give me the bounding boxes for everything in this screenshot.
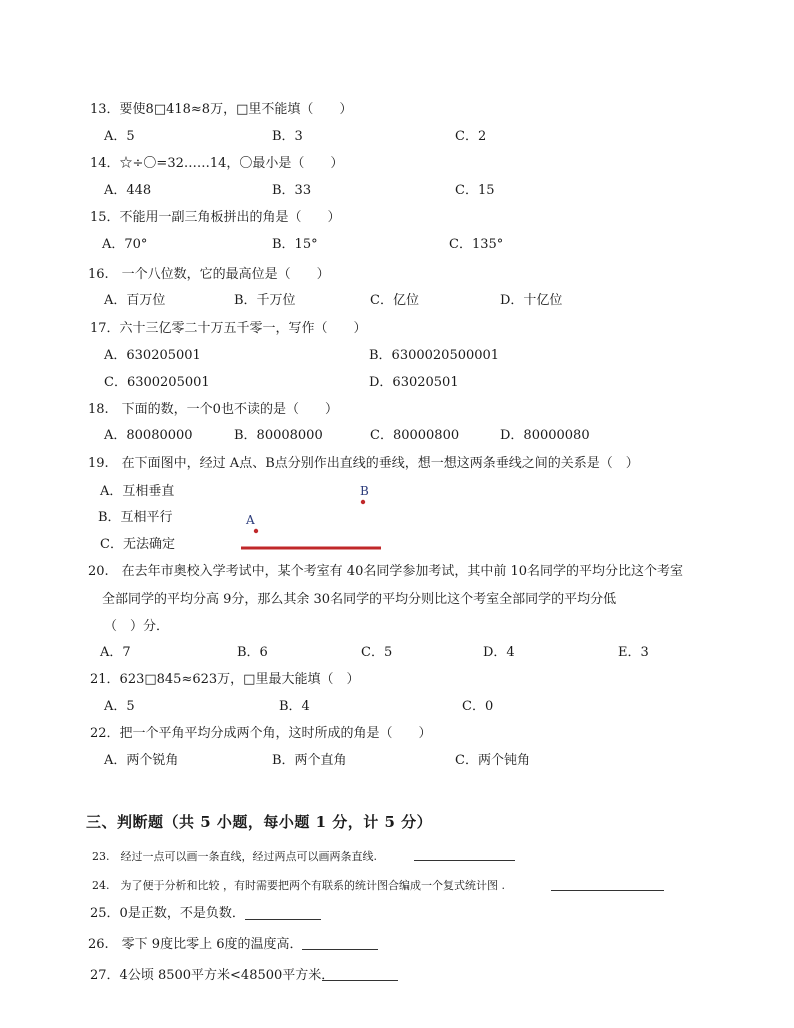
q17-option-d: D．63020501 bbox=[369, 375, 459, 390]
q23-answer-blank bbox=[414, 860, 515, 861]
q16-option-a: A．百万位 bbox=[104, 293, 166, 308]
q13-option-b: B．3 bbox=[272, 129, 303, 144]
q15-option-b: B．15° bbox=[272, 237, 318, 252]
section-3-heading: 三、判断题（共 5 小题，每小题 1 分，计 5 分） bbox=[86, 813, 433, 831]
q18-option-d: D．80000080 bbox=[500, 428, 590, 443]
question-17-stem: 17．六十三亿零二十万五千零一，写作（ ） bbox=[90, 321, 367, 336]
q21-option-c: C．0 bbox=[462, 699, 494, 714]
question-21-stem: 21．623□845≈623万，□里最大能填（ ） bbox=[90, 672, 360, 687]
question-14-stem: 14．☆÷〇=32……14，〇最小是（ ） bbox=[90, 156, 344, 171]
q27-answer-blank bbox=[322, 980, 398, 981]
q13-option-c: C．2 bbox=[455, 129, 487, 144]
point-a-dot bbox=[254, 529, 258, 533]
q17-option-c: C．6300205001 bbox=[104, 375, 210, 390]
q20-option-a: A．7 bbox=[100, 645, 131, 660]
q18-option-b: B．80008000 bbox=[234, 428, 323, 443]
question-20-line2: 全部同学的平均分高 9分，那么其余 30名同学的平均分则比这个考室全部同学的平均分低 bbox=[102, 592, 617, 607]
question-26: 26. 零下 9度比零上 6度的温度高． bbox=[88, 937, 303, 952]
question-15-stem: 15．不能用一副三角板拼出的角是（ ） bbox=[90, 210, 341, 225]
q13-option-a: A．5 bbox=[104, 129, 135, 144]
question-13-stem: 13．要使8□418≈8万，□里不能填（ ） bbox=[90, 102, 353, 117]
question-22-stem: 22．把一个平角平均分成两个角，这时所成的角是（ ） bbox=[90, 726, 432, 741]
question-18-stem: 18. 下面的数，一个0也不读的是（ ） bbox=[88, 402, 338, 417]
question-23: 23. 经过一点可以画一条直线，经过两点可以画两条直线. bbox=[92, 850, 377, 863]
q22-option-b: B．两个直角 bbox=[272, 753, 347, 768]
q21-option-b: B．4 bbox=[279, 699, 310, 714]
q25-answer-blank bbox=[245, 919, 321, 920]
question-27: 27．4公顷 8500平方米<48500平方米． bbox=[90, 968, 335, 983]
q14-option-c: C．15 bbox=[455, 183, 495, 198]
q26-answer-blank bbox=[302, 949, 378, 950]
q17-option-a: A．630205001 bbox=[104, 348, 201, 363]
q24-answer-blank bbox=[551, 890, 664, 891]
question-19-stem: 19. 在下面图中，经过 A点、B点分别作出直线的垂线，想一想这两条垂线之间的关系是（ ） bbox=[88, 456, 639, 471]
q14-option-a: A．448 bbox=[104, 183, 152, 198]
q18-option-a: A．80080000 bbox=[104, 428, 193, 443]
q20-option-c: C．5 bbox=[361, 645, 393, 660]
q14-option-b: B．33 bbox=[272, 183, 312, 198]
q22-option-a: A．两个锐角 bbox=[104, 753, 179, 768]
q16-option-d: D．十亿位 bbox=[500, 293, 563, 308]
q20-option-b: B．6 bbox=[237, 645, 268, 660]
q15-option-c: C．135° bbox=[449, 237, 504, 252]
point-a-label: A bbox=[246, 513, 255, 527]
point-b-dot bbox=[361, 500, 365, 504]
q22-option-c: C．两个钝角 bbox=[455, 753, 530, 768]
q15-option-a: A．70° bbox=[102, 237, 148, 252]
q18-option-c: C．80000800 bbox=[370, 428, 460, 443]
q17-option-b: B．6300020500001 bbox=[369, 348, 500, 363]
question-25: 25．0是正数，不是负数． bbox=[90, 906, 245, 921]
question-16-stem: 16. 一个八位数，它的最高位是（ ） bbox=[88, 267, 330, 282]
question-20-line3: （ ）分． bbox=[104, 619, 170, 634]
q20-option-d: D．4 bbox=[483, 645, 515, 660]
q21-option-a: A．5 bbox=[104, 699, 135, 714]
q19-option-c: C．无法确定 bbox=[100, 537, 175, 552]
q20-option-e: E．3 bbox=[618, 645, 649, 660]
point-b-label: B bbox=[360, 484, 369, 498]
perpendicular-diagram bbox=[230, 478, 400, 558]
q19-option-a: A．互相垂直 bbox=[100, 484, 175, 499]
q19-option-b: B．互相平行 bbox=[98, 510, 173, 525]
q16-option-c: C．亿位 bbox=[370, 293, 419, 308]
q16-option-b: B．千万位 bbox=[234, 293, 296, 308]
question-20-line1: 20. 在去年市奥校入学考试中，某个考室有 40名同学参加考试，其中前 10名同学的平均分比这个考室 bbox=[88, 564, 684, 579]
question-24: 24. 为了便于分析和比较 ，有时需要把两个有联系的统计图合编成一个复式统计图 . bbox=[92, 879, 505, 892]
